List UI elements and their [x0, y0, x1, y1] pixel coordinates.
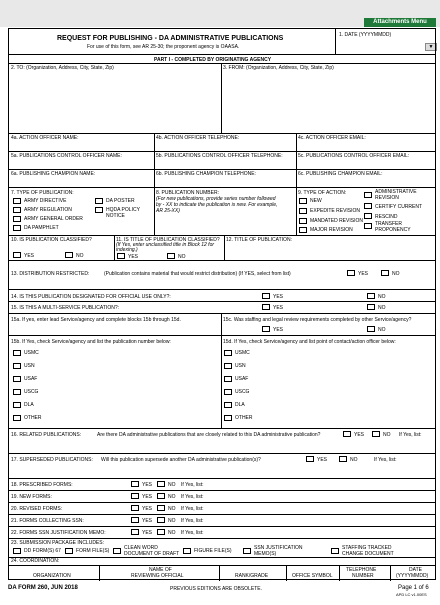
- prescribed-list-label: If Yes, list:: [181, 482, 204, 488]
- publication-number-note-3: AR 25-XX): [156, 208, 180, 214]
- champion-name-label: 6a. PUBLISHING CHAMPION NAME:: [11, 171, 96, 177]
- prescribed-yes-label: YES: [142, 482, 153, 488]
- ssn-memo-list-label: If Yes, list:: [181, 530, 204, 536]
- submission-package-label: 23. SUBMISSION PACKAGE INCLUDES:: [11, 540, 104, 546]
- title-of-publication-label: 12. TITLE OF PUBLICATION:: [226, 237, 292, 243]
- champion-email-label: 6c. PUBLISHING CHAMPION EMAIL:: [298, 171, 383, 177]
- document-of-draft-label: DOCUMENT OF DRAFT: [124, 551, 180, 557]
- ssn-no-label: NO: [168, 518, 176, 524]
- version: APD LC v1.00ES: [396, 592, 427, 597]
- change-document-label: CHANGE DOCUMENT: [342, 551, 394, 557]
- other-15d-checkbox[interactable]: [224, 415, 232, 421]
- hqda-policy-label: HQDA POLICY: [106, 207, 140, 213]
- ssn-justification-memo-label: 22. FORMS SSN JUSTIFICATION MEMO:: [11, 530, 106, 536]
- staffing-review-label: 15c. Was staffing and legal review requirements completed by other Service/agency?: [223, 317, 412, 323]
- staffing-no-checkbox[interactable]: [367, 326, 375, 332]
- fouo-yes-label: YES: [273, 294, 284, 300]
- fouo-yes-checkbox[interactable]: [262, 293, 270, 299]
- publication-number-note-1: (For new publications, provide series number followed: [156, 196, 276, 202]
- ssn-no-checkbox[interactable]: [157, 517, 165, 523]
- previous-editions-note: PREVIOUS EDITIONS ARE OBSOLETE.: [170, 586, 262, 592]
- mandated-revision-label: MANDATED REVISION: [310, 218, 363, 224]
- ssn-yes-label: YES: [142, 518, 153, 524]
- form-files-label: FORM FILE(S): [76, 548, 110, 554]
- title-classified-note-1: (If Yes, enter unclassified title in Block 12 for: [116, 242, 215, 248]
- ssn-justification-label: SSN JUSTIFICATION: [254, 545, 303, 551]
- title-classified-yes-label: YES: [128, 254, 139, 260]
- superseded-no-checkbox[interactable]: [339, 456, 347, 462]
- ssn-memo-no-checkbox[interactable]: [157, 529, 165, 535]
- telephone-header: TELEPHONE: [346, 567, 377, 573]
- distribution-yes-label: YES: [358, 271, 369, 277]
- forms-collecting-ssn-label: 21. FORMS COLLECTING SSN:: [11, 518, 84, 524]
- clean-word-label: CLEAN WORD: [124, 545, 158, 551]
- revised-forms-yes-checkbox[interactable]: [131, 505, 139, 511]
- lead-service-label: 15a. If yes, enter lead Service/agency and complete blocks 15b through 15d.: [11, 317, 181, 323]
- from-field[interactable]: [224, 72, 432, 130]
- usn-15d-checkbox[interactable]: [224, 363, 232, 369]
- proponency-label: PROPONENCY: [375, 227, 411, 233]
- administrative-revision-checkbox[interactable]: [364, 192, 372, 198]
- other-15d-label: OTHER: [235, 415, 253, 421]
- da-poster-label: DA POSTER: [106, 198, 135, 204]
- fouo-label: 14. IS THIS PUBLICATION DESIGNATED FOR OFFICIAL USE ONLY?:: [11, 294, 171, 300]
- usmc-15b-label: USMC: [24, 350, 39, 356]
- from-label: 3. FROM: (Organization, Address, City, State, Zip): [223, 65, 334, 71]
- ssn-yes-checkbox[interactable]: [131, 517, 139, 523]
- related-yes-checkbox[interactable]: [343, 431, 351, 437]
- uscg-15d-label: USCG: [235, 389, 250, 395]
- usn-15d-label: USN: [235, 363, 246, 369]
- superseded-no-label: NO: [350, 457, 358, 463]
- uscg-15b-checkbox[interactable]: [13, 389, 21, 395]
- army-general-order-checkbox[interactable]: [13, 216, 21, 222]
- staffing-tracked-label: STAFFING TRACKED: [342, 545, 392, 551]
- attachments-menu-button[interactable]: Attachments Menu: [364, 18, 436, 27]
- da-form-260: [8, 28, 436, 580]
- major-revision-label: MAJOR REVISION: [310, 227, 353, 233]
- revised-forms-no-label: NO: [168, 506, 176, 512]
- distribution-no-checkbox[interactable]: [381, 270, 389, 276]
- uscg-15d-checkbox[interactable]: [224, 389, 232, 395]
- uscg-15b-label: USCG: [24, 389, 39, 395]
- classified-no-label: NO: [76, 253, 84, 259]
- publication-classified-label: 10. IS PUBLICATION CLASSIFIED?: [11, 237, 92, 243]
- revised-forms-no-checkbox[interactable]: [157, 505, 165, 511]
- mandated-revision-checkbox[interactable]: [299, 218, 307, 224]
- revised-forms-label: 20. REVISED FORMS:: [11, 506, 63, 512]
- distribution-no-label: NO: [392, 271, 400, 277]
- distribution-yes-checkbox[interactable]: [347, 270, 355, 276]
- organization-header: ORGANIZATION: [33, 573, 71, 579]
- title-classified-note-2: indexing.): [116, 247, 138, 253]
- dla-15d-checkbox[interactable]: [224, 402, 232, 408]
- form-title: REQUEST FOR PUBLISHING - DA ADMINISTRATIVE PUBLICATIONS: [57, 35, 284, 42]
- expedite-revision-label: EXPEDITE REVISION: [310, 208, 361, 214]
- related-no-checkbox[interactable]: [372, 431, 380, 437]
- staffing-yes-checkbox[interactable]: [262, 326, 270, 332]
- usmc-15d-label: USMC: [235, 350, 250, 356]
- ssn-memo-yes-label: YES: [142, 530, 153, 536]
- classified-no-checkbox[interactable]: [65, 252, 73, 258]
- figure-files-checkbox[interactable]: [183, 548, 191, 554]
- usaf-15b-label: USAF: [24, 376, 38, 382]
- to-field[interactable]: [11, 72, 218, 130]
- new-forms-list-label: If Yes, list:: [181, 494, 204, 500]
- page-number: Page 1 of 6: [398, 585, 429, 591]
- usmc-15b-checkbox[interactable]: [13, 350, 21, 356]
- ssn-justification-checkbox[interactable]: [243, 548, 251, 554]
- related-yes-label: YES: [354, 432, 365, 438]
- memos-label: MEMO(S): [254, 551, 277, 557]
- title-classified-no-label: NO: [178, 254, 186, 260]
- multi-service-yes-checkbox[interactable]: [262, 304, 270, 310]
- to-label: 2. TO: (Organization, Address, City, State, Zip): [11, 65, 114, 71]
- new-forms-no-label: NO: [168, 494, 176, 500]
- action-officer-name-label: 4a. ACTION OFFICER NAME:: [11, 135, 79, 141]
- related-publications-label: 16. RELATED PUBLICATIONS:: [11, 432, 82, 438]
- army-directive-checkbox[interactable]: [13, 198, 21, 204]
- multi-service-yes-label: YES: [273, 305, 284, 311]
- form-subtitle: For use of this form, see AR 25-30; the proponent agency is OAASA.: [87, 44, 240, 50]
- date-format-header: (YYYYMMDD): [396, 573, 429, 579]
- date-field[interactable]: [339, 39, 425, 51]
- new-forms-label: 19. NEW FORMS:: [11, 494, 52, 500]
- pco-name-label: 5a. PUBLICATIONS CONTROL OFFICER NAME:: [11, 153, 122, 159]
- title-classified-yes-checkbox[interactable]: [117, 253, 125, 259]
- type-of-action-label: 9. TYPE OF ACTION:: [298, 190, 347, 196]
- new-forms-yes-label: YES: [142, 494, 153, 500]
- ssn-memo-yes-checkbox[interactable]: [131, 529, 139, 535]
- administrative-label: ADMINISTRATIVE: [375, 189, 417, 195]
- date-header: DATE: [409, 567, 422, 573]
- figure-files-label: FIGURE FILE(S): [194, 548, 232, 554]
- revised-forms-yes-label: YES: [142, 506, 153, 512]
- title-classified-no-checkbox[interactable]: [167, 253, 175, 259]
- staffing-tracked-checkbox[interactable]: [331, 548, 339, 554]
- transfer-label: TRANSFER: [375, 221, 402, 227]
- rescind-label: RESCIND: [375, 214, 398, 220]
- part-i-heading: PART I - COMPLETED BY ORIGINATING AGENCY: [154, 57, 272, 63]
- ssn-list-label: If Yes, list:: [181, 518, 204, 524]
- prescribed-no-checkbox[interactable]: [157, 481, 165, 487]
- superseded-yes-label: YES: [317, 457, 328, 463]
- distribution-restricted-note: (Publication contains material that would restrict distribution) (If YES, select from list): [104, 271, 291, 277]
- name-of-header: NAME OF: [149, 567, 172, 573]
- notice-label: NOTICE: [106, 213, 125, 219]
- type-of-publication-label: 7. TYPE OF PUBLICATION:: [11, 190, 74, 196]
- expedite-revision-checkbox[interactable]: [299, 208, 307, 214]
- rank-grade-header: RANK/GRADE: [235, 573, 269, 579]
- army-regulation-label: ARMY REGULATION: [24, 207, 72, 213]
- other-15b-label: OTHER: [24, 415, 42, 421]
- usaf-15d-label: USAF: [235, 376, 249, 382]
- other-15b-checkbox[interactable]: [13, 415, 21, 421]
- da-pamphlet-checkbox[interactable]: [13, 225, 21, 231]
- da-poster-checkbox[interactable]: [95, 198, 103, 204]
- pco-telephone-label: 5b. PUBLICATIONS CONTROL OFFICER TELEPHONE:: [156, 153, 283, 159]
- form-number: DA FORM 260, JUN 2018: [8, 585, 78, 591]
- dla-15b-label: DLA: [24, 402, 34, 408]
- superseded-yes-checkbox[interactable]: [306, 456, 314, 462]
- da-pamphlet-label: DA PAMPHLET: [24, 225, 59, 231]
- number-header: NUMBER: [352, 573, 374, 579]
- major-revision-checkbox[interactable]: [299, 227, 307, 233]
- publication-number-note-2: by - XX to indicate the publication is new. For example,: [156, 202, 278, 208]
- new-forms-no-checkbox[interactable]: [157, 493, 165, 499]
- multi-service-no-checkbox[interactable]: [367, 304, 375, 310]
- army-general-order-label: ARMY GENERAL ORDER: [24, 216, 83, 222]
- rescind-checkbox[interactable]: [364, 213, 372, 219]
- superseded-list-label: If Yes, list:: [374, 457, 397, 463]
- chevron-down-icon[interactable]: ▼: [425, 43, 437, 51]
- date-label: 1. DATE (YYYYMMDD): [339, 32, 392, 38]
- fouo-no-checkbox[interactable]: [367, 293, 375, 299]
- usaf-15d-checkbox[interactable]: [224, 376, 232, 382]
- prescribed-no-label: NO: [168, 482, 176, 488]
- usn-15b-label: USN: [24, 363, 35, 369]
- transfer-proponency-checkbox[interactable]: [364, 223, 372, 229]
- related-no-label: NO: [383, 432, 391, 438]
- staffing-yes-label: YES: [273, 327, 284, 333]
- classified-yes-label: YES: [24, 253, 35, 259]
- multi-service-no-label: NO: [378, 305, 386, 311]
- action-officer-telephone-label: 4b. ACTION OFFICER TELEPHONE:: [156, 135, 240, 141]
- army-directive-label: ARMY DIRECTIVE: [24, 198, 67, 204]
- publication-number-label: 8. PUBLICATION NUMBER:: [156, 190, 219, 196]
- related-publications-question: Are there DA administrative publications that are closely related to this DA administrative publication?: [97, 432, 321, 438]
- action-officer-email-label: 4c. ACTION OFFICER EMAIL:: [298, 135, 366, 141]
- hqda-policy-notice-checkbox[interactable]: [95, 207, 103, 213]
- title-classified-label: 11. IS TITLE OF PUBLICATION CLASSIFIED?: [116, 237, 220, 243]
- prescribed-yes-checkbox[interactable]: [131, 481, 139, 487]
- multi-service-label: 15. IS THIS A MULTI-SERVICE PUBLICATION?:: [11, 305, 119, 311]
- superseded-publications-question: Will this publication supersede another DA administrative publication(s)?: [101, 457, 261, 463]
- certify-current-checkbox[interactable]: [364, 203, 372, 209]
- new-forms-yes-checkbox[interactable]: [131, 493, 139, 499]
- title-of-publication-field[interactable]: [227, 244, 432, 258]
- pco-email-label: 5c. PUBLICATIONS CONTROL OFFICER EMAIL:: [298, 153, 410, 159]
- dla-15d-label: DLA: [235, 402, 245, 408]
- dd-form-67-checkbox[interactable]: [13, 548, 21, 554]
- form-files-checkbox[interactable]: [65, 548, 73, 554]
- prescribed-forms-label: 18. PRESCRIBED FORMS:: [11, 482, 73, 488]
- clean-word-checkbox[interactable]: [113, 548, 121, 554]
- ssn-memo-no-label: NO: [168, 530, 176, 536]
- usn-15b-checkbox[interactable]: [13, 363, 21, 369]
- army-regulation-checkbox[interactable]: [13, 207, 21, 213]
- office-symbol-header: OFFICE SYMBOL: [292, 573, 333, 579]
- certify-current-label: CERTIFY CURRENT: [375, 204, 423, 210]
- coordination-label: 24. COORDINATION:: [11, 558, 60, 564]
- related-list-label: If Yes, list:: [399, 432, 422, 438]
- superseded-publications-label: 17. SUPERSEDED PUBLICATIONS:: [11, 457, 93, 463]
- distribution-restricted-label: 13. DISTRIBUTION RESTRICTED:: [11, 271, 90, 277]
- dd-form-67-label: DD FORM(S) 67: [24, 548, 61, 554]
- dla-15b-checkbox[interactable]: [13, 402, 21, 408]
- usaf-15b-checkbox[interactable]: [13, 376, 21, 382]
- new-label: NEW: [310, 198, 322, 204]
- usmc-15d-checkbox[interactable]: [224, 350, 232, 356]
- classified-yes-checkbox[interactable]: [13, 252, 21, 258]
- service-poc-label: 15d. If Yes, check Service/agency and list point of contact/action officer below:: [223, 339, 396, 345]
- new-checkbox[interactable]: [299, 198, 307, 204]
- fouo-no-label: NO: [378, 294, 386, 300]
- reviewing-official-header: REVIEWING OFFICIAL: [131, 573, 184, 579]
- service-publication-number-label: 15b. If Yes, check Service/agency and list the publication number below:: [11, 339, 171, 345]
- revision-label: REVISION: [375, 195, 399, 201]
- staffing-no-label: NO: [378, 327, 386, 333]
- champion-telephone-label: 6b. PUBLISHING CHAMPION TELEPHONE:: [156, 171, 256, 177]
- revised-forms-list-label: If Yes, list:: [181, 506, 204, 512]
